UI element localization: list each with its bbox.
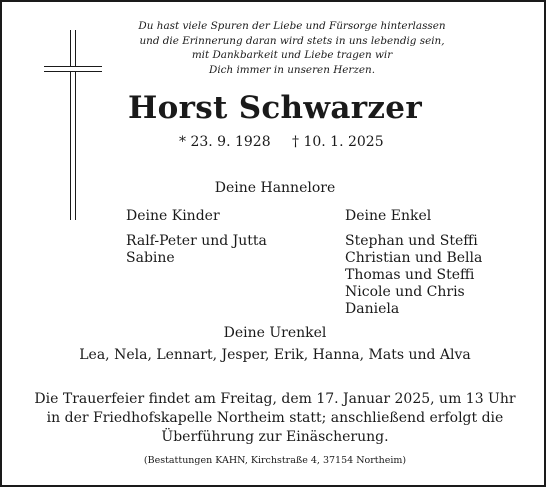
deceased-name: Horst Schwarzer <box>128 90 422 126</box>
ceremony-announcement <box>2 390 548 447</box>
death-date: † 10. 1. 2025 <box>292 134 384 150</box>
poem-line: Du hast viele Spuren der Liebe und Fürsorge hinterlassen <box>138 20 446 32</box>
list-item: Daniela <box>345 301 400 317</box>
list-item: Thomas und Steffi <box>345 267 475 283</box>
ceremony-line: Überführung zur Einäscherung. <box>161 429 389 445</box>
ceremony-line: Die Trauerfeier findet am Freitag, dem 17. Januar 2025, um 13 Uhr <box>34 391 516 407</box>
children-heading: Deine Kinder <box>126 208 220 224</box>
list-item: Christian und Bella <box>345 250 483 266</box>
poem-line: mit Dankbarkeit und Liebe tragen wir <box>191 49 393 61</box>
poem-line: Dich immer in unseren Herzen. <box>208 63 375 76</box>
list-item: Ralf-Peter und Jutta <box>126 233 267 249</box>
grandchildren-heading: Deine Enkel <box>345 208 432 224</box>
list-item: Nicole und Chris <box>345 284 465 300</box>
children-column <box>126 208 267 267</box>
poem-line: und die Erinnerung daran wird stets in uns lebendig sein, <box>139 34 445 47</box>
great-grandchildren-heading: Deine Urenkel <box>223 325 327 341</box>
ceremony-line: in der Friedhofskapelle Northeim statt; anschließend erfolgt die <box>46 410 504 426</box>
grandchildren-column <box>345 208 482 318</box>
memorial-poem <box>122 19 462 77</box>
birth-date: * 23. 9. 1928 <box>179 134 271 150</box>
undertaker-info: (Bestattungen KAHN, Kirchstraße 4, 37154 Northeim) <box>143 455 407 466</box>
list-item: Stephan und Steffi <box>345 233 478 249</box>
great-grandchildren-names: Lea, Nela, Lennart, Jesper, Erik, Hanna, Mats und Alva <box>79 347 471 363</box>
list-item: Sabine <box>126 250 175 266</box>
spouse-signature: Deine Hannelore <box>214 180 336 196</box>
